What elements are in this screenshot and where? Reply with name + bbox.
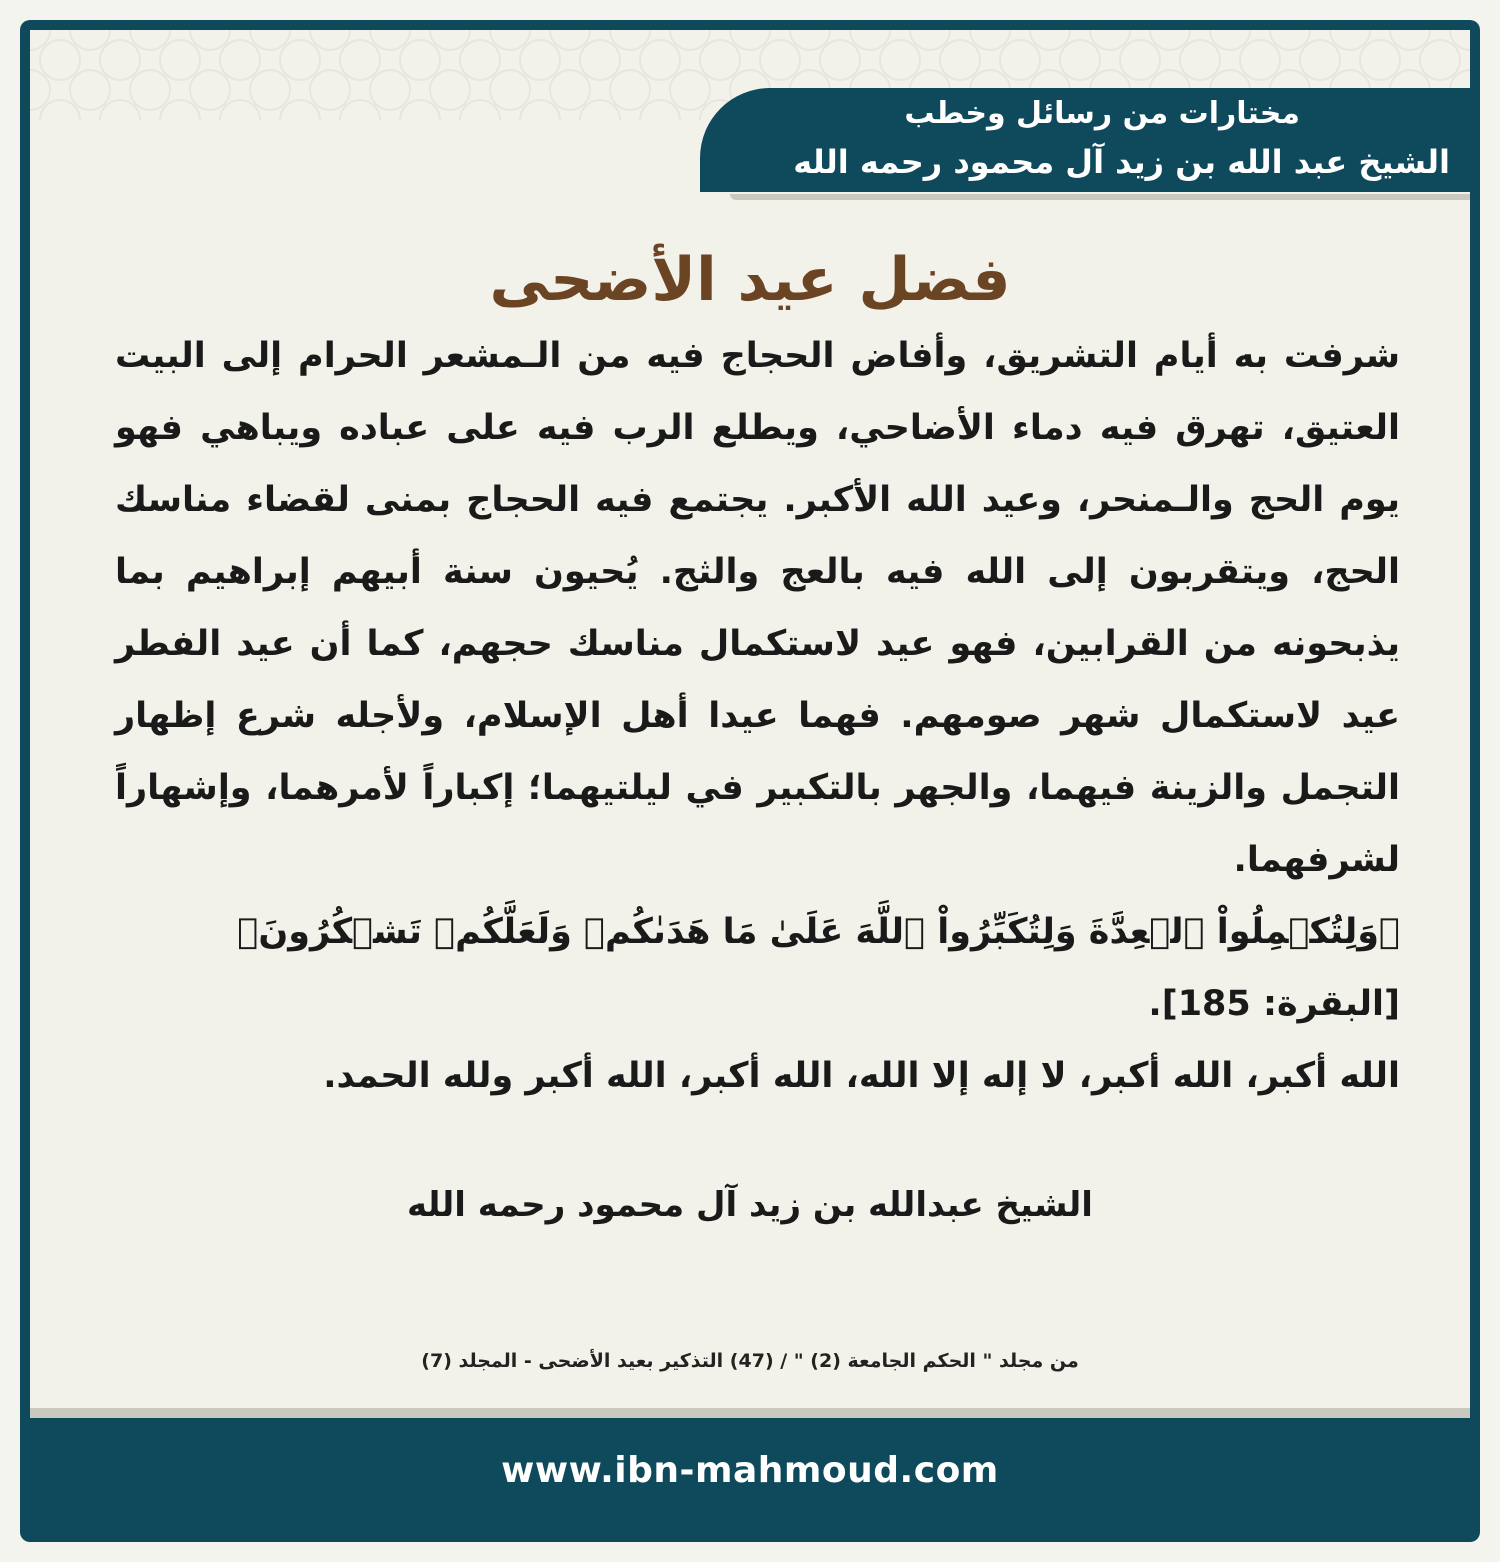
header-band (700, 88, 1470, 192)
article-body (115, 320, 1400, 1112)
article-paragraph: شرفت به أيام التشريق، وأفاض الحجاج فيه من الـمشعر الحرام إلى البيت العتيق، تهرق فيه دماء الأضاحي، ويطلع الرب فيه على عباده ويباهي فهو يوم الحج والـمنحر، وعيد الله الأكبر. يجتمع فيه الحجاج بمنى لقضاء مناسك الحج، ويتقربون إلى الله فيه بالعج والثج. يُحيون سنة أبيهم إبراهيم بما يذبحونه من القرابين، فهو عيد لاستكمال مناسك حجهم، كما أن عيد الفطر عيد لاستكمال شهر صومهم. فهما عيدا أهل الإسلام، ولأجله شرع إظهار التجمل والزينة فيهما، والجهر بالتكبير في ليلتيهما؛ إكباراً لأمرهما، وإشهاراً لشرفهما. (115, 336, 1400, 880)
header-subtitle: مختارات من رسائل وخطب (904, 96, 1300, 131)
header-text (720, 92, 1450, 188)
footer-divider (30, 1408, 1470, 1418)
source-citation: من مجلد " الحكم الجامعة (2) " / (47) التذكير بعيد الأضحى - المجلد (7) (421, 1350, 1079, 1372)
signature: الشيخ عبدالله بن زيد آل محمود رحمه الله (407, 1185, 1093, 1225)
quran-verse: ﴿وَلِتُكۡمِلُواْ ٱلۡعِدَّةَ وَلِتُكَبِّرُواْ ٱللَّهَ عَلَىٰ مَا هَدَىٰكُمۡ وَلَعَلَّكُمۡ تَشۡكُرُونَ﴾ [البقرة: 185]. (237, 912, 1400, 1024)
page-title: فضل عيد الأضحى (489, 245, 1011, 315)
content-panel (30, 30, 1470, 1418)
takbir-line: الله أكبر، الله أكبر، لا إله إلا الله، الله أكبر، الله أكبر ولله الحمد. (323, 1056, 1400, 1096)
header-author: الشيخ عبد الله بن زيد آل محمود رحمه الله (793, 143, 1450, 181)
website-link[interactable]: www.ibn-mahmoud.com (501, 1450, 999, 1491)
